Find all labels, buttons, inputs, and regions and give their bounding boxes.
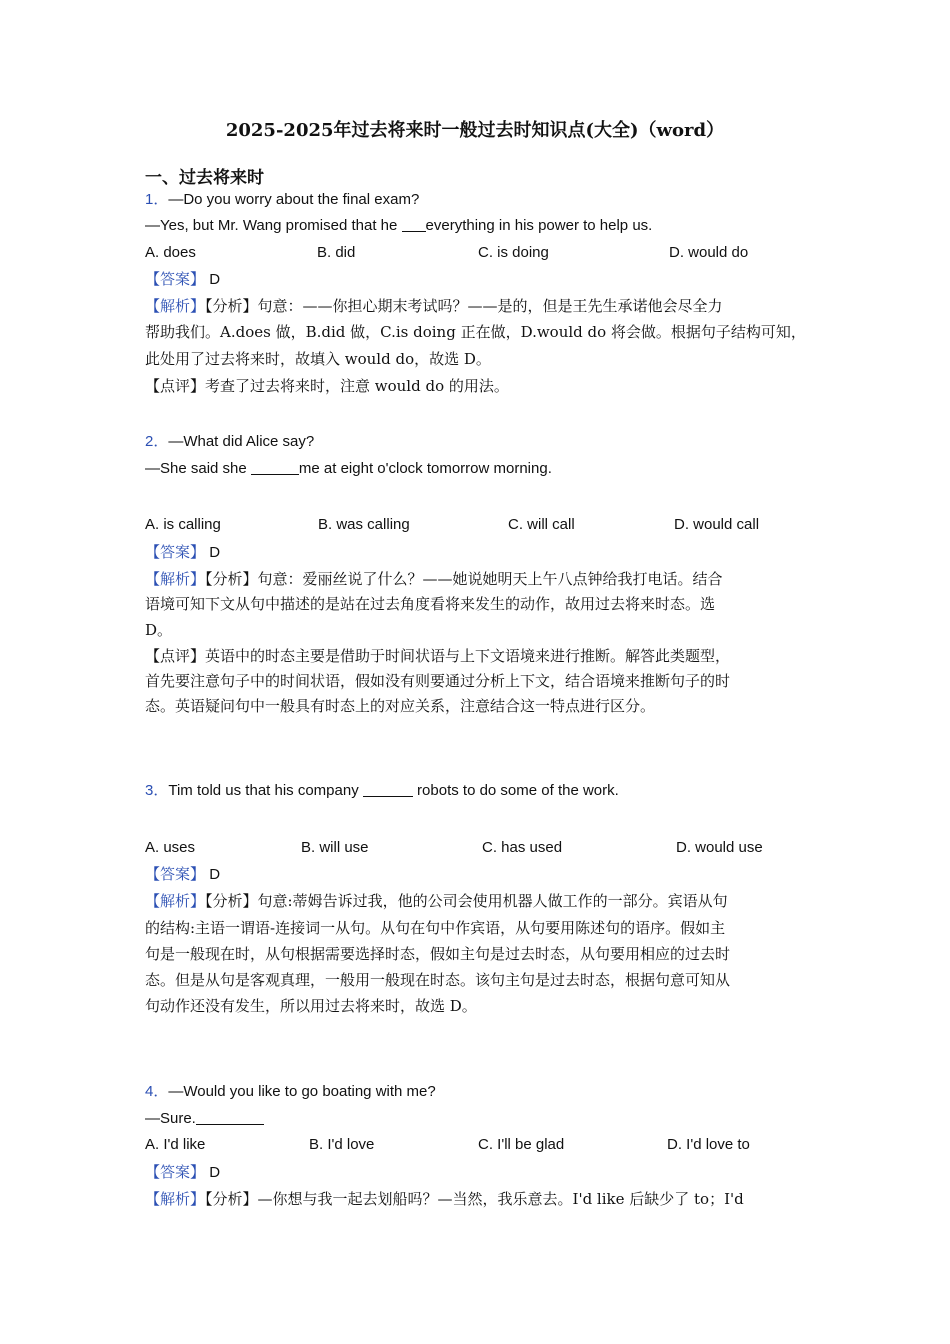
q2-option-b: B. was calling xyxy=(318,516,410,533)
q4-stem-line-1: 4．—Would you like to go boating with me? xyxy=(145,1083,436,1100)
q4-option-b: B. I'd love xyxy=(309,1136,375,1153)
q1-answer-line xyxy=(145,266,817,293)
q4-option-d: D. I'd love to xyxy=(667,1136,750,1153)
q4-analysis-line-1: 【解析】【分析】—你想与我一起去划船吗？—当然，我乐意去。I'd like 后缺少了 to；I'd xyxy=(145,1190,744,1208)
q2-option-d: D. would call xyxy=(674,516,760,533)
q1-analysis-line-2: 帮助我们。A.does 做，B.did 做，C.is doing 正在做，D.would do 将会做。根据句子结构可知， xyxy=(145,323,806,341)
q1-analysis-line-1: 【解析】【分析】句意：——你担心期末考试吗？——是的，但是王先生承诺他会尽全力 xyxy=(145,297,723,315)
q2-answer-line xyxy=(145,539,817,566)
q3-analysis-line-5: 句动作还没有发生，所以用过去将来时，故选 D。 xyxy=(145,997,477,1015)
q2-answer-blank xyxy=(251,458,299,475)
q2-option-a: A. is calling xyxy=(145,516,221,533)
q3-answer: D xyxy=(209,866,221,883)
q3-analysis-line-3: 句是一般现在时，从句根据需要选择时态，假如主句是过去时态，从句要用相应的过去时 xyxy=(145,945,731,963)
q1-option-d: D. would do xyxy=(669,244,749,261)
q2-analysis-line-1: 【解析】【分析】句意：爱丽丝说了什么？——她说她明天上午八点钟给我打电话。结合 xyxy=(145,570,723,588)
q4-option-a: A. I'd like xyxy=(145,1136,206,1153)
q3-answer-line xyxy=(145,861,817,888)
q1-answer: D xyxy=(209,271,221,288)
q2-number: 2． xyxy=(145,433,169,450)
q3-analysis-line-2: 的结构:主语一谓语-连接词一从句。从句在句中作宾语，从句要用陈述句的语序。假如主 xyxy=(145,919,726,937)
q3-option-d: D. would use xyxy=(676,839,763,856)
q2-stem-line-1: 2．—What did Alice say? xyxy=(145,433,315,450)
q2-answer: D xyxy=(209,544,221,561)
q1-option-c: C. is doing xyxy=(478,244,549,261)
q1-number: 1． xyxy=(145,191,169,208)
q1-option-a: A. does xyxy=(145,244,196,261)
q4-answer-tag: 【答案】 xyxy=(145,1163,206,1181)
q2-analysis-line-2: 语境可知下文从句中描述的是站在过去角度看将来发生的动作，故用过去将来时态。选 xyxy=(145,595,716,613)
q2-answer-tag: 【答案】 xyxy=(145,543,206,561)
q2-comment-line-2: 首先要注意句子中的时间状语，假如没有则要通过分析上下文，结合语境来推断句子的时 xyxy=(145,672,731,690)
q4-answer-blank xyxy=(196,1108,264,1125)
q1-option-b: B. did xyxy=(317,244,356,261)
q2-comment-line-1: 【点评】英语中的时态主要是借助于时间状语与上下文语境来进行推断。解答此类题型， xyxy=(145,647,731,665)
q4-number: 4． xyxy=(145,1083,169,1100)
q1-stem-line-2: —Yes, but Mr. Wang promised that he everything in his power to help us. xyxy=(145,217,653,234)
q1-stem-line-1: 1．—Do you worry about the final exam? xyxy=(145,191,420,208)
q3-analysis-line-1: 【解析】【分析】句意:蒂姆告诉过我，他的公司会使用机器人做工作的一部分。宾语从句 xyxy=(145,892,728,910)
q4-stem-line-2: —Sure. xyxy=(145,1106,817,1132)
q1-analysis-line-3: 此处用了过去将来时，故填入 would do，故选 D。 xyxy=(145,350,491,368)
q2-comment-line-3: 态。英语疑问句中一般具有时态上的对应关系，注意结合这一特点进行区分。 xyxy=(145,697,656,715)
q2-stem-line-2: —She said she me at eight o'clock tomorrow morning. xyxy=(145,460,552,477)
q3-option-b: B. will use xyxy=(301,839,369,856)
q4-answer-line xyxy=(145,1159,817,1186)
q3-answer-blank xyxy=(363,780,413,797)
q4-option-c: C. I'll be glad xyxy=(478,1136,565,1153)
q2-option-c: C. will call xyxy=(508,516,575,533)
q3-answer-tag: 【答案】 xyxy=(145,865,206,883)
q1-answer-tag: 【答案】 xyxy=(145,270,206,288)
q4-answer: D xyxy=(209,1164,221,1181)
q3-option-c: C. has used xyxy=(482,839,563,856)
q3-number: 3． xyxy=(145,782,169,799)
section-heading: 一、过去将来时 xyxy=(145,168,264,188)
q1-comment: 【点评】考查了过去将来时，注意 would do 的用法。 xyxy=(145,377,509,395)
q1-answer-blank xyxy=(402,215,426,232)
q3-option-a: A. uses xyxy=(145,839,196,856)
document-title: 2025-2025年过去将来时一般过去时知识点(大全)（word） xyxy=(225,120,725,141)
q3-analysis-line-4: 态。但是从句是客观真理，一般用一般现在时态。该句主句是过去时态，根据句意可知从 xyxy=(145,971,731,989)
q2-analysis-line-3: D。 xyxy=(145,621,173,639)
q3-stem: 3．Tim told us that his company robots to do some of the work. xyxy=(145,782,619,799)
